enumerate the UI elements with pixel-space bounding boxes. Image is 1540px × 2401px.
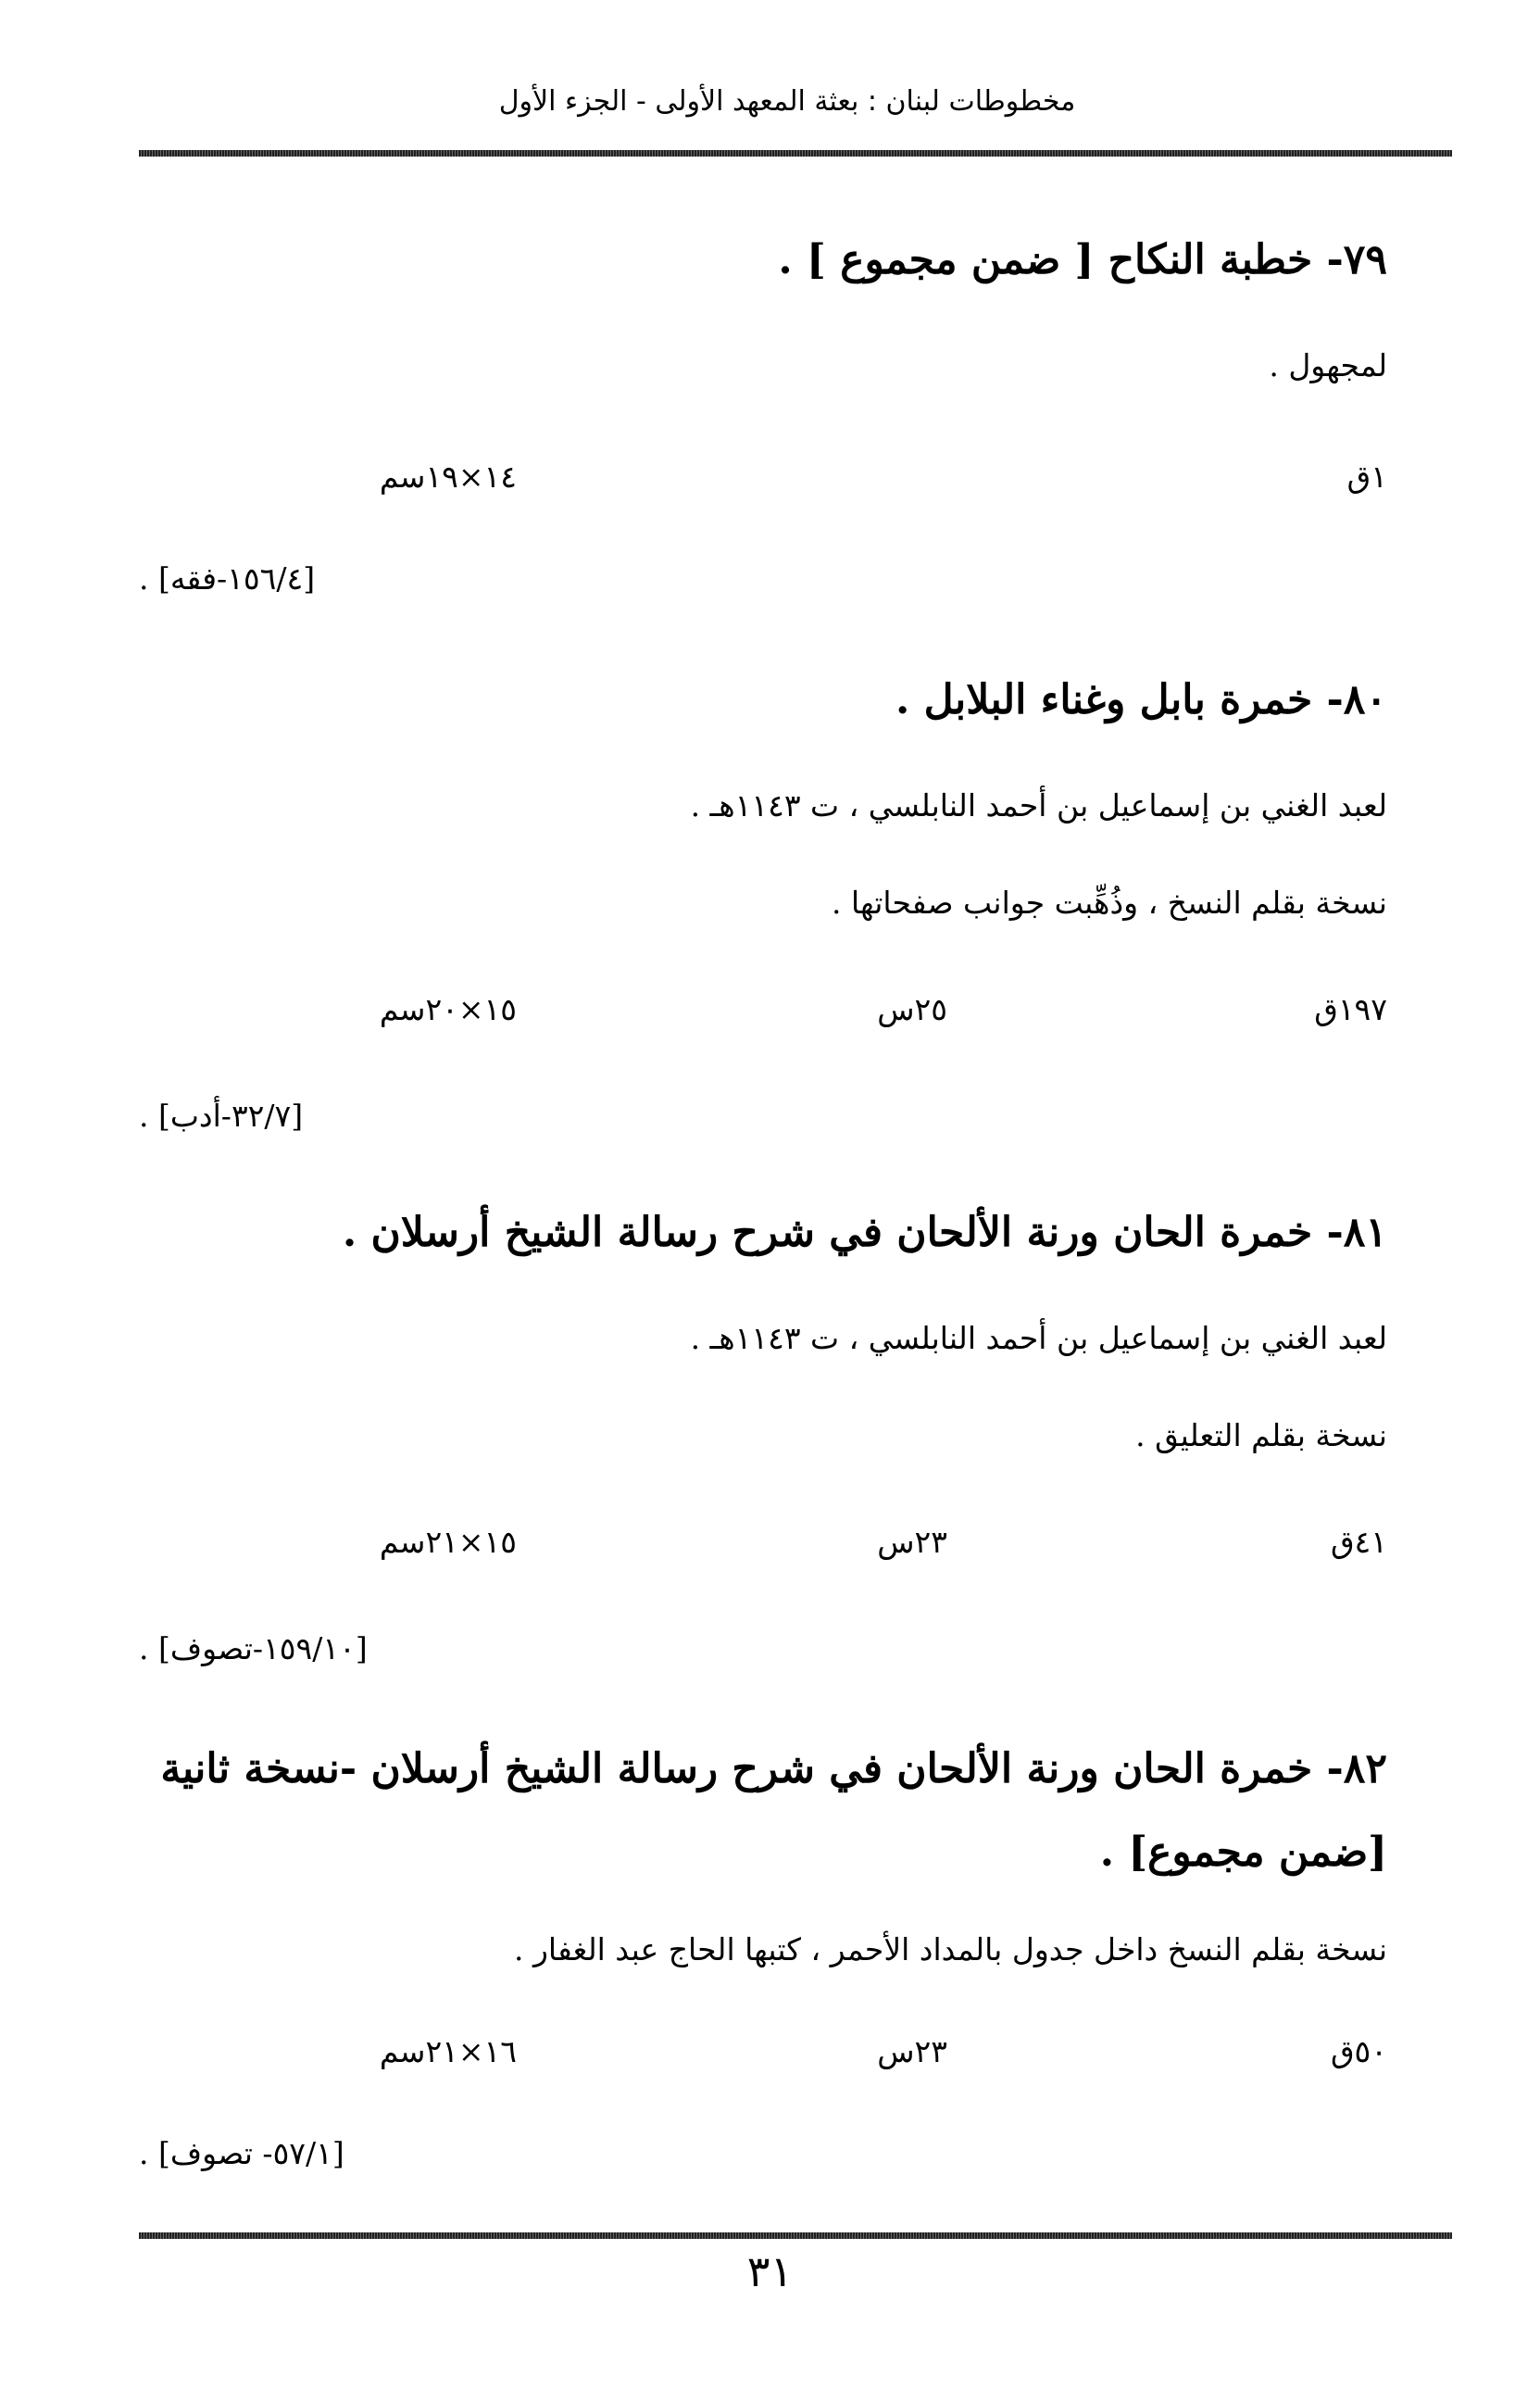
entry-80-size: ١٥×٢٠سم [379, 991, 517, 1027]
entry-81-note: نسخة بقلم التعليق . [1135, 1417, 1387, 1453]
entry-79-title: ٧٩- خطبة النكاح [ ضمن مجموع ] . [778, 236, 1387, 283]
entry-79-shelfmark: [١٥٦/٤-فقه] . [139, 560, 316, 597]
entry-79-size: ١٤×١٩سم [379, 459, 517, 495]
running-header: مخطوطات لبنان : بعثة المعهد الأولى - الجزء الأول [498, 85, 1076, 118]
entry-80-author: لعبد الغني بن إسماعيل بن أحمد النابلسي ، ت ١١٤٣هـ . [690, 787, 1387, 823]
entry-80-lines: ٢٥س [877, 991, 947, 1027]
entry-81-size: ١٥×٢١سم [379, 1524, 517, 1560]
entry-81-author: لعبد الغني بن إسماعيل بن أحمد النابلسي ، ت ١١٤٣هـ . [690, 1320, 1387, 1356]
entry-82-note: نسخة بقلم النسخ داخل جدول بالمداد الأحمر ، كتبها الحاج عبد الغفار . [513, 1931, 1387, 1967]
entry-80-title: ٨٠- خمرة بابل وغناء البلابل . [895, 676, 1387, 723]
entry-79-author: لمجهول . [1269, 347, 1387, 383]
entry-81-shelfmark: [١٥٩/١٠-تصوف] . [139, 1630, 368, 1666]
page-number: ٣١ [746, 2246, 794, 2296]
entry-80-leaves: ١٩٧ق [1314, 991, 1387, 1027]
entry-80-note: نسخة بقلم النسخ ، وذُهِّبت جوانب صفحاتها . [832, 885, 1387, 921]
entry-80-shelfmark: [٣٢/٧-أدب] . [139, 1098, 304, 1134]
entry-81-lines: ٢٣س [877, 1524, 947, 1560]
entry-82-shelfmark: [٥٧/١- تصوف] . [139, 2135, 344, 2171]
entry-82-leaves: ٥٠ق [1330, 2033, 1387, 2069]
entry-81-leaves: ٤١ق [1330, 1524, 1387, 1560]
footer-rule [139, 2232, 1452, 2239]
header-rule [139, 150, 1452, 157]
entry-79-leaves: ١ق [1346, 459, 1387, 495]
entry-82-size: ١٦×٢١سم [379, 2033, 517, 2069]
entry-82-lines: ٢٣س [877, 2033, 947, 2069]
entry-82-title: ٨٢- خمرة الحان ورنة الألحان في شرح رسالة الشيخ أرسلان -نسخة ثانية [ضمن مجموع] . [160, 1745, 1387, 1876]
entry-81-title: ٨١- خمرة الحان ورنة الألحان في شرح رسالة الشيخ أرسلان . [342, 1209, 1387, 1256]
